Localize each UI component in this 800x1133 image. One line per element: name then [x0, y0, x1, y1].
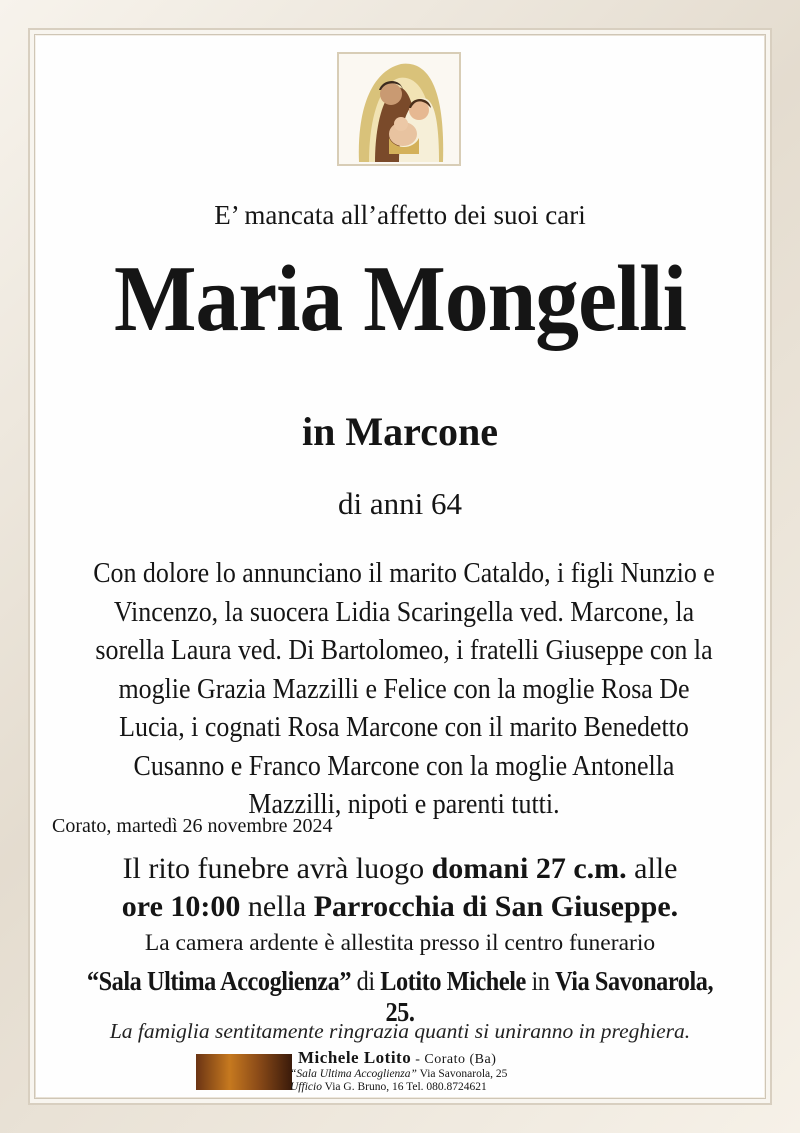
footer-address-line: [290, 1068, 507, 1080]
rite-part3: nella: [240, 890, 314, 923]
camera-ardente-text: La camera ardente è allestita presso il centro funerario: [144, 930, 656, 956]
announcement-text: Con dolore lo annunciano il marito Cataldo, i figli Nunzio e Vincenzo, la suocera Lidia Scaringella ved. Marcone, la sorella Laura ved. Di Bartolomeo, i fratelli Giuseppe con la moglie Grazia Mazzilli e Felice con la moglie Rosa De Lucia, i cognati Rosa Marcone con il marito Benedetto Cusanno e Franco Marcone con la moglie Antonella Mazzilli, nipoti e parenti tutti.: [93, 558, 715, 820]
intro-text: E’ mancata all’affetto dei suoi cari: [214, 200, 586, 230]
rite-part2: alle: [626, 852, 678, 885]
funeral-home-sep1: di: [351, 966, 381, 996]
holy-family-icon: [337, 52, 461, 166]
married-name: in Marcone: [302, 409, 498, 454]
funeral-home-name: “Sala Ultima Accoglienza”: [86, 966, 352, 996]
funeral-home-address: Via Savonarola, 25.: [385, 966, 714, 1027]
footer-sala-name: “Sala Ultima Accoglienza”: [290, 1068, 417, 1080]
rite-text: [36, 850, 764, 926]
rite-time: ore 10:00: [121, 890, 241, 923]
footer-office-line: [290, 1081, 487, 1093]
footer-company: [298, 1048, 496, 1068]
funeral-home-photo: [196, 1054, 292, 1090]
rite-part1: Il rito funebre avrà luogo: [122, 852, 432, 885]
funeral-home-sep2: in: [525, 966, 556, 996]
rite-church: Parrocchia di San Giuseppe.: [313, 890, 679, 923]
age-text: di anni 64: [338, 486, 462, 521]
funeral-home-owner: Lotito Michele: [380, 966, 526, 996]
footer-sala-address: Via Savonarola, 25: [416, 1068, 508, 1080]
footer-company-name: Michele Lotito: [298, 1048, 412, 1067]
footer-office-label: Ufficio: [290, 1081, 322, 1093]
footer-office-address: Via G. Bruno, 16 Tel. 080.8724621: [321, 1081, 487, 1093]
deceased-name: Maria Mongelli: [113, 247, 687, 351]
footer-city: - Corato (Ba): [411, 1052, 497, 1067]
place-date: Corato, martedì 26 novembre 2024: [52, 815, 333, 837]
rite-day: domani 27 c.m.: [431, 852, 627, 885]
thanks-text: La famiglia sentitamente ringrazia quanti si uniranno in preghiera.: [109, 1019, 691, 1043]
